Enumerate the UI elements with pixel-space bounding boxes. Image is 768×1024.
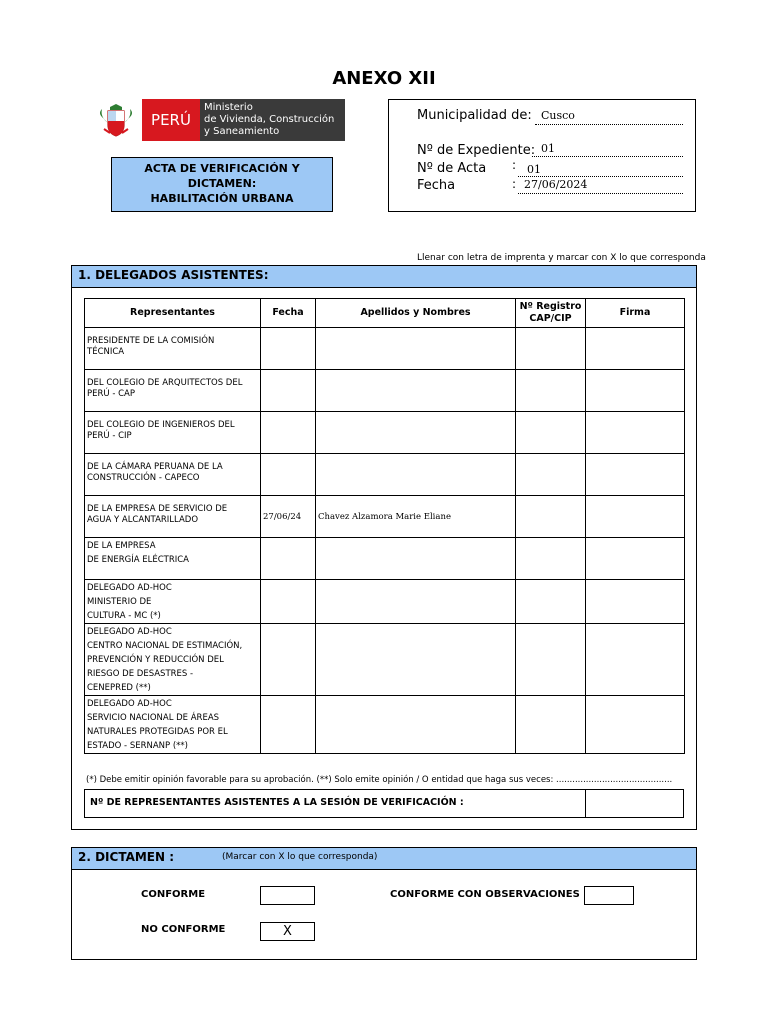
fecha-field[interactable] xyxy=(518,180,683,194)
representative-line: AGUA Y ALCANTARILLADO xyxy=(87,515,199,525)
ministry-line: Ministerio xyxy=(204,102,253,113)
representative-cell xyxy=(85,538,261,580)
representative-cell xyxy=(85,328,261,370)
firma-cell[interactable] xyxy=(586,696,685,754)
column-header: Firma xyxy=(586,299,685,328)
conforme-con-observaciones-label: CONFORME CON OBSERVACIONES xyxy=(390,889,580,900)
representative-line: DEL COLEGIO DE INGENIEROS DEL xyxy=(87,420,235,430)
column-header: Representantes xyxy=(85,299,261,328)
registro-cell[interactable] xyxy=(516,412,586,454)
nombre-cell[interactable] xyxy=(316,328,516,370)
nombre-cell[interactable]: Chavez Alzamora Marie Eliane xyxy=(316,496,516,538)
fecha-cell[interactable] xyxy=(261,580,316,624)
representative-cell xyxy=(85,696,261,754)
representatives-count-field[interactable] xyxy=(585,789,686,818)
representative-line: PERÚ - CIP xyxy=(87,431,132,441)
representative-line: DELEGADO AD-HOC xyxy=(87,627,172,637)
acta-label: Nº de Acta xyxy=(417,161,487,176)
ministry-line: y Saneamiento xyxy=(204,126,280,137)
registro-cell[interactable] xyxy=(516,328,586,370)
representative-line: PREVENCIÓN Y REDUCCIÓN DEL xyxy=(87,655,224,665)
municipalidad-label: Municipalidad de: xyxy=(417,108,532,123)
firma-cell[interactable] xyxy=(586,580,685,624)
nombre-cell[interactable] xyxy=(316,538,516,580)
ministry-line: de Vivienda, Construcción xyxy=(204,114,335,125)
peru-logo: PERÚ xyxy=(142,99,200,141)
representative-line: DEL COLEGIO DE ARQUITECTOS DEL xyxy=(87,378,243,388)
national-shield-icon xyxy=(98,103,134,139)
representative-cell xyxy=(85,454,261,496)
acta-value: 01 xyxy=(527,163,541,176)
municipalidad-value: Cusco xyxy=(541,109,575,122)
representative-line: PRESIDENTE DE LA COMISIÓN xyxy=(87,336,215,346)
firma-cell[interactable] xyxy=(586,496,685,538)
representatives-count-row xyxy=(84,789,684,818)
nombre-cell[interactable] xyxy=(316,696,516,754)
representative-cell xyxy=(85,412,261,454)
instruction-text: Llenar con letra de imprenta y marcar con X lo que corresponda xyxy=(417,253,706,263)
section-heading: 1. DELEGADOS ASISTENTES: xyxy=(72,266,696,288)
registro-cell[interactable] xyxy=(516,580,586,624)
colon: : xyxy=(512,158,517,172)
column-header: Fecha xyxy=(261,299,316,328)
representative-line: PERÚ - CAP xyxy=(87,389,135,399)
representative-line: DE LA EMPRESA DE SERVICIO DE xyxy=(87,504,228,514)
registro-cell[interactable] xyxy=(516,696,586,754)
representative-line: RIESGO DE DESASTRES - xyxy=(87,669,194,679)
representative-cell xyxy=(85,496,261,538)
representative-line: CULTURA - MC (*) xyxy=(87,611,161,621)
registro-cell[interactable] xyxy=(516,538,586,580)
table-header-row xyxy=(85,299,685,328)
representative-line: DELEGADO AD-HOC xyxy=(87,699,172,709)
no-conforme-checkbox[interactable]: X xyxy=(260,922,315,941)
representative-cell xyxy=(85,370,261,412)
firma-cell[interactable] xyxy=(586,624,685,696)
representative-line: MINISTERIO DE xyxy=(87,597,152,607)
column-header: Apellidos y Nombres xyxy=(316,299,516,328)
nombre-cell[interactable] xyxy=(316,624,516,696)
representative-line: CONSTRUCCIÓN - CAPECO xyxy=(87,473,200,483)
municipalidad-field[interactable] xyxy=(535,111,683,125)
dictamen-subheading: (Marcar con X lo que corresponda) xyxy=(222,852,378,862)
footnote: (*) Debe emitir opinión favorable para su aprobación. (**) Solo emite opinión / O entidad que haga sus veces: ........................................... xyxy=(86,775,673,785)
representative-line: DE LA EMPRESA xyxy=(87,541,156,551)
representative-line: DE LA CÁMARA PERUANA DE LA xyxy=(87,462,223,472)
section-heading xyxy=(72,848,696,870)
colon: : xyxy=(512,177,517,191)
representative-line: CENEPRED (**) xyxy=(87,683,151,693)
firma-cell[interactable] xyxy=(586,370,685,412)
fecha-cell[interactable] xyxy=(261,454,316,496)
acta-field[interactable] xyxy=(518,164,683,177)
firma-cell[interactable] xyxy=(586,412,685,454)
table-row xyxy=(85,328,685,370)
firma-cell[interactable] xyxy=(586,328,685,370)
fecha-cell[interactable] xyxy=(261,624,316,696)
table-row xyxy=(85,538,685,580)
table-row xyxy=(85,580,685,624)
no-conforme-label: NO CONFORME xyxy=(141,924,226,935)
representative-line: NATURALES PROTEGIDAS POR EL xyxy=(87,727,228,737)
page-title: ANEXO XII xyxy=(332,68,436,89)
firma-cell[interactable] xyxy=(586,454,685,496)
table-row xyxy=(85,624,685,696)
representative-cell xyxy=(85,580,261,624)
firma-cell[interactable] xyxy=(586,538,685,580)
representatives-count-label: Nº DE REPRESENTANTES ASISTENTES A LA SESIÓN DE VERIFICACIÓN : xyxy=(90,797,464,808)
table-row xyxy=(85,370,685,412)
fecha-cell[interactable] xyxy=(261,328,316,370)
registro-cell[interactable] xyxy=(516,454,586,496)
representative-line: TÉCNICA xyxy=(87,347,125,357)
nombre-cell[interactable] xyxy=(316,412,516,454)
fecha-cell[interactable]: 27/06/24 xyxy=(261,496,316,538)
fecha-cell[interactable] xyxy=(261,370,316,412)
representative-line: DELEGADO AD-HOC xyxy=(87,583,172,593)
column-header: Nº Registro CAP/CIP xyxy=(516,299,586,328)
registro-cell[interactable] xyxy=(516,370,586,412)
registro-cell[interactable] xyxy=(516,496,586,538)
conforme-label: CONFORME xyxy=(141,889,206,900)
nombre-cell[interactable] xyxy=(316,580,516,624)
registro-cell[interactable] xyxy=(516,624,586,696)
acta-title-line: HABILITACIÓN URBANA xyxy=(150,192,294,205)
representative-line: ESTADO - SERNANP (**) xyxy=(87,741,188,751)
expediente-value: 01 xyxy=(541,142,555,155)
nombre-cell[interactable] xyxy=(316,454,516,496)
acta-title-line: DICTAMEN: xyxy=(187,177,257,190)
fecha-value: 27/06/2024 xyxy=(524,178,588,191)
conforme-checkbox[interactable] xyxy=(260,886,315,905)
representative-line: DE ENERGÍA ELÉCTRICA xyxy=(87,555,189,565)
ministry-logo xyxy=(200,99,345,141)
table-row xyxy=(85,496,685,538)
representative-line: CENTRO NACIONAL DE ESTIMACIÓN, xyxy=(87,641,243,651)
nombre-cell[interactable] xyxy=(316,370,516,412)
acta-title-box xyxy=(111,157,333,212)
table-row xyxy=(85,454,685,496)
expediente-field[interactable] xyxy=(532,144,683,157)
delegates-table xyxy=(84,298,685,754)
dictamen-heading: 2. DICTAMEN : xyxy=(78,850,175,864)
table-row xyxy=(85,412,685,454)
table-row xyxy=(85,696,685,754)
fecha-label: Fecha xyxy=(417,178,456,193)
fecha-cell[interactable] xyxy=(261,696,316,754)
acta-title-line: ACTA DE VERIFICACIÓN Y xyxy=(144,162,300,175)
conforme-con-observaciones-checkbox[interactable] xyxy=(584,886,634,905)
representative-line: SERVICIO NACIONAL DE ÁREAS xyxy=(87,713,220,723)
fecha-cell[interactable] xyxy=(261,538,316,580)
expediente-label: Nº de Expediente: xyxy=(417,143,536,158)
representative-cell xyxy=(85,624,261,696)
fecha-cell[interactable] xyxy=(261,412,316,454)
